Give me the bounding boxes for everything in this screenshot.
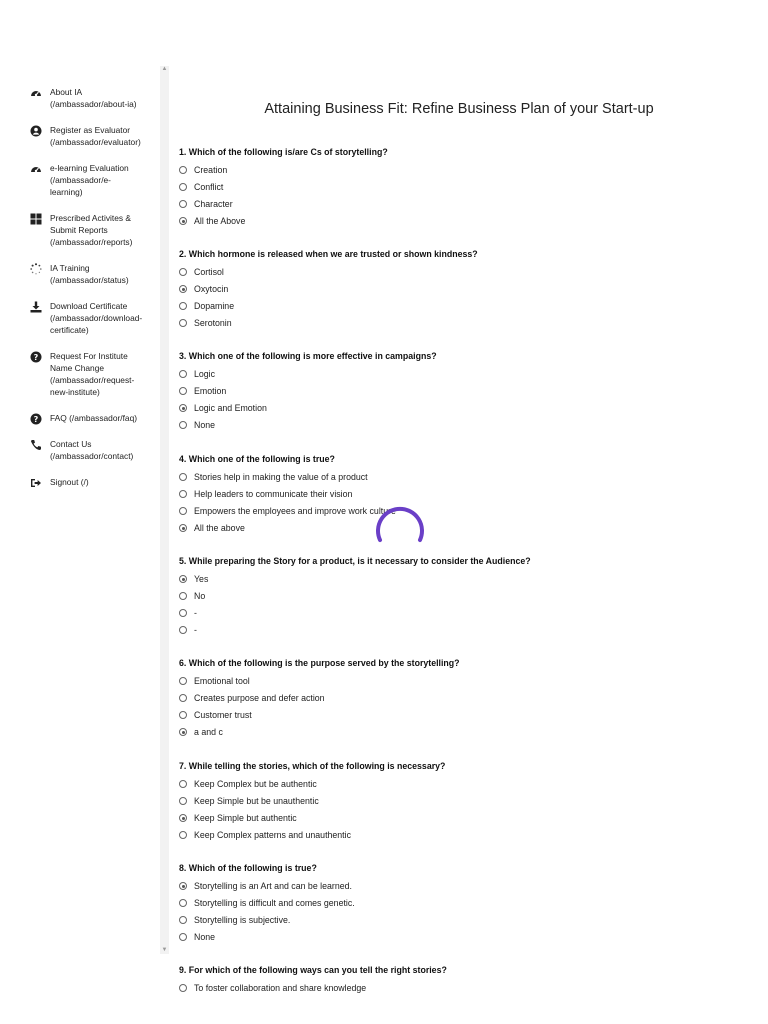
- scroll-up-arrow-icon[interactable]: ▲: [161, 66, 168, 72]
- question-7-option-2[interactable]: [179, 796, 319, 806]
- sidebar-item-label-line: (/ambassador/evaluator): [50, 137, 141, 147]
- option-label: Stories help in making the value of a product: [194, 472, 368, 482]
- question-9-text: 9. For which of the following ways can you tell the right stories?: [179, 965, 447, 975]
- sidebar-item-label-line: e-learning Evaluation: [50, 163, 129, 173]
- radio-button[interactable]: [179, 507, 187, 515]
- svg-text:?: ?: [33, 414, 39, 424]
- radio-button[interactable]: [179, 217, 187, 225]
- radio-button[interactable]: [179, 490, 187, 498]
- question-8-option-3[interactable]: [179, 915, 290, 925]
- sidebar-item-label-line: Signout (/): [50, 477, 89, 487]
- sidebar-item-label-line: Request For Institute: [50, 351, 128, 361]
- sidebar-item-label-line: learning): [50, 187, 83, 197]
- question-6-text: 6. Which of the following is the purpose served by the storytelling?: [179, 658, 460, 668]
- option-label: All the Above: [194, 216, 246, 226]
- sidebar-item-dashboard-2[interactable]: [30, 162, 155, 198]
- question-2-text: 2. Which hormone is released when we are trusted or shown kindness?: [179, 249, 478, 259]
- option-label: Cortisol: [194, 267, 224, 277]
- sidebar-item-signout-9[interactable]: [30, 476, 155, 488]
- question-3-option-2[interactable]: [179, 386, 226, 396]
- radio-button[interactable]: [179, 285, 187, 293]
- option-label: Help leaders to communicate their vision: [194, 489, 353, 499]
- radio-button[interactable]: [179, 831, 187, 839]
- sidebar-item-label-line: Prescribed Activites &: [50, 213, 131, 223]
- option-label: Keep Simple but authentic: [194, 813, 297, 823]
- sidebar-item-label-line: FAQ (/ambassador/faq): [50, 413, 138, 423]
- option-label: None: [194, 932, 216, 942]
- question-1-option-2[interactable]: [179, 182, 223, 192]
- question-8-option-2[interactable]: [179, 898, 355, 908]
- question-4-option-3[interactable]: [179, 506, 396, 516]
- option-label: Yes: [194, 574, 209, 584]
- question-2-option-4[interactable]: [179, 318, 232, 328]
- sidebar-item-label-line: certificate): [50, 325, 89, 335]
- option-label: To foster collaboration and share knowledge: [194, 983, 367, 993]
- radio-button[interactable]: [179, 694, 187, 702]
- sidebar-item-label-line: About IA: [50, 87, 83, 97]
- sidebar-item-label-line: (/ambassador/download-: [50, 313, 143, 323]
- dashboard-icon: [30, 86, 42, 98]
- question-3-option-1[interactable]: [179, 369, 215, 379]
- sidebar-nav: [0, 0, 160, 1024]
- radio-button[interactable]: [179, 882, 187, 890]
- svg-text:?: ?: [33, 352, 39, 362]
- grid-icon: [30, 212, 42, 224]
- signout-icon: [30, 476, 42, 488]
- radio-button[interactable]: [179, 899, 187, 907]
- sidebar-item-label-line: Name Change: [50, 363, 105, 373]
- sidebar-item-user-circle-1[interactable]: [30, 124, 155, 148]
- option-label: Empowers the employees and improve work culture: [194, 506, 396, 516]
- question-5-option-3[interactable]: [179, 608, 197, 618]
- sidebar-item-dashboard-0[interactable]: [30, 86, 155, 110]
- option-label: Customer trust: [194, 710, 252, 720]
- sidebar-item-loading-dots-4[interactable]: [30, 262, 155, 286]
- question-7-text: 7. While telling the stories, which of the following is necessary?: [179, 761, 446, 771]
- option-label: Creation: [194, 165, 228, 175]
- sidebar-item-label: [50, 124, 141, 148]
- radio-button[interactable]: [179, 183, 187, 191]
- question-3-text: 3. Which one of the following is more effective in campaigns?: [179, 351, 437, 361]
- radio-button[interactable]: [179, 575, 187, 583]
- option-label: Keep Complex but be authentic: [194, 779, 317, 789]
- question-5-option-2[interactable]: [179, 591, 205, 601]
- sidebar-item-label-line: Register as Evaluator: [50, 125, 131, 135]
- question-circle-icon: [30, 412, 42, 424]
- option-label: Logic: [194, 369, 216, 379]
- option-label: -: [194, 625, 197, 635]
- dashboard-icon: [30, 162, 42, 174]
- question-3-option-3[interactable]: [179, 403, 267, 413]
- radio-button[interactable]: [179, 268, 187, 276]
- option-label: Storytelling is an Art and can be learned.: [194, 881, 352, 891]
- sidebar-item-label: [50, 438, 133, 462]
- question-2-option-2[interactable]: [179, 284, 228, 294]
- radio-button[interactable]: [179, 404, 187, 412]
- option-label: Emotion: [194, 386, 227, 396]
- radio-button[interactable]: [179, 473, 187, 481]
- sidebar-item-label-line: Download Certificate: [50, 301, 128, 311]
- sidebar-item-label-line: new-institute): [50, 387, 100, 397]
- sidebar-item-download-5[interactable]: [30, 300, 155, 336]
- question-4-option-2[interactable]: [179, 489, 352, 499]
- sidebar-item-label-line: (/ambassador/reports): [50, 237, 133, 247]
- radio-button[interactable]: [179, 421, 187, 429]
- question-7-option-3[interactable]: [179, 813, 297, 823]
- sidebar-item-label-line: (/ambassador/contact): [50, 451, 134, 461]
- option-label: Character: [194, 199, 233, 209]
- radio-button[interactable]: [179, 524, 187, 532]
- option-label: Storytelling is difficult and comes genetic.: [194, 898, 355, 908]
- sidebar-item-question-circle-7[interactable]: [30, 412, 155, 424]
- sidebar-item-label: [50, 162, 129, 198]
- radio-button[interactable]: [179, 370, 187, 378]
- option-label: Dopamine: [194, 301, 235, 311]
- sidebar-item-label: [50, 476, 89, 488]
- sidebar-item-label: [50, 86, 137, 110]
- scrollbar[interactable]: [160, 66, 169, 954]
- radio-button[interactable]: [179, 780, 187, 788]
- sidebar-item-label-line: Submit Reports: [50, 225, 108, 235]
- sidebar-item-label: [50, 212, 132, 248]
- option-label: All the above: [194, 523, 245, 533]
- option-label: Keep Complex patterns and unauthentic: [194, 830, 351, 840]
- sidebar-item-label-line: Contact Us: [50, 439, 92, 449]
- radio-button[interactable]: [179, 711, 187, 719]
- radio-button[interactable]: [179, 797, 187, 805]
- sidebar-item-label-line: (/ambassador/about-ia): [50, 99, 137, 109]
- question-1-option-4[interactable]: [179, 216, 245, 226]
- question-6-option-4[interactable]: [179, 727, 223, 737]
- sidebar-item-grid-3[interactable]: [30, 212, 155, 248]
- option-label: Conflict: [194, 182, 224, 192]
- sidebar-item-label-line: (/ambassador/request-: [50, 375, 135, 385]
- option-label: Keep Simple but be unauthentic: [194, 796, 319, 806]
- question-1-option-3[interactable]: [179, 199, 233, 209]
- question-2-option-3[interactable]: [179, 301, 234, 311]
- question-5-option-4[interactable]: [179, 625, 197, 635]
- question-4-option-1[interactable]: [179, 472, 368, 482]
- radio-button[interactable]: [179, 302, 187, 310]
- question-5-option-1[interactable]: [179, 574, 208, 584]
- question-6-option-2[interactable]: [179, 693, 325, 703]
- sidebar-item-label: [50, 412, 137, 424]
- option-label: a and c: [194, 727, 223, 737]
- question-6-option-3[interactable]: [179, 710, 252, 720]
- phone-icon: [30, 438, 42, 450]
- option-label: Emotional tool: [194, 676, 250, 686]
- loading-dots-icon: [30, 262, 42, 274]
- page-title: Attaining Business Fit: Refine Business Plan of your Start-up: [264, 101, 654, 117]
- radio-button[interactable]: [179, 609, 187, 617]
- question-9-option-1[interactable]: [179, 983, 366, 993]
- radio-button[interactable]: [179, 626, 187, 634]
- option-label: Serotonin: [194, 318, 232, 328]
- question-4-text: 4. Which one of the following is true?: [179, 454, 335, 464]
- option-label: Creates purpose and defer action: [194, 693, 325, 703]
- radio-button[interactable]: [179, 916, 187, 924]
- sidebar-item-phone-8[interactable]: [30, 438, 155, 462]
- download-icon: [30, 300, 42, 312]
- sidebar-item-label-line: (/ambassador/e-: [50, 175, 111, 185]
- question-5-text: 5. While preparing the Story for a product, is it necessary to consider the Audience?: [179, 556, 531, 566]
- radio-button[interactable]: [179, 984, 187, 992]
- option-label: -: [194, 608, 197, 618]
- radio-button[interactable]: [179, 814, 187, 822]
- option-label: Storytelling is subjective.: [194, 915, 291, 925]
- sidebar-item-label: [50, 350, 134, 398]
- option-label: Logic and Emotion: [194, 403, 267, 413]
- sidebar-item-label-line: IA Training: [50, 263, 90, 273]
- loading-spinner-icon: [372, 500, 428, 556]
- radio-button[interactable]: [179, 200, 187, 208]
- radio-button[interactable]: [179, 592, 187, 600]
- option-label: Oxytocin: [194, 284, 229, 294]
- radio-button[interactable]: [179, 677, 187, 685]
- radio-button[interactable]: [179, 319, 187, 327]
- radio-button[interactable]: [179, 166, 187, 174]
- question-3-option-4[interactable]: [179, 420, 215, 430]
- option-label: No: [194, 591, 206, 601]
- sidebar-item-label-line: (/ambassador/status): [50, 275, 129, 285]
- radio-button[interactable]: [179, 728, 187, 736]
- sidebar-item-label: [50, 300, 142, 336]
- question-1-text: 1. Which of the following is/are Cs of storytelling?: [179, 147, 388, 157]
- question-8-option-4[interactable]: [179, 932, 215, 942]
- user-circle-icon: [30, 124, 42, 136]
- question-7-option-4[interactable]: [179, 830, 351, 840]
- scroll-down-arrow-icon[interactable]: ▼: [161, 947, 168, 953]
- question-4-option-4[interactable]: [179, 523, 245, 533]
- question-7-option-1[interactable]: [179, 779, 317, 789]
- radio-button[interactable]: [179, 933, 187, 941]
- question-1-option-1[interactable]: [179, 165, 227, 175]
- option-label: None: [194, 420, 216, 430]
- sidebar-item-label: [50, 262, 129, 286]
- radio-button[interactable]: [179, 387, 187, 395]
- question-2-option-1[interactable]: [179, 267, 224, 277]
- sidebar-item-question-circle-6[interactable]: [30, 350, 155, 398]
- question-circle-icon: [30, 350, 42, 362]
- question-8-option-1[interactable]: [179, 881, 352, 891]
- question-8-text: 8. Which of the following is true?: [179, 863, 317, 873]
- question-6-option-1[interactable]: [179, 676, 250, 686]
